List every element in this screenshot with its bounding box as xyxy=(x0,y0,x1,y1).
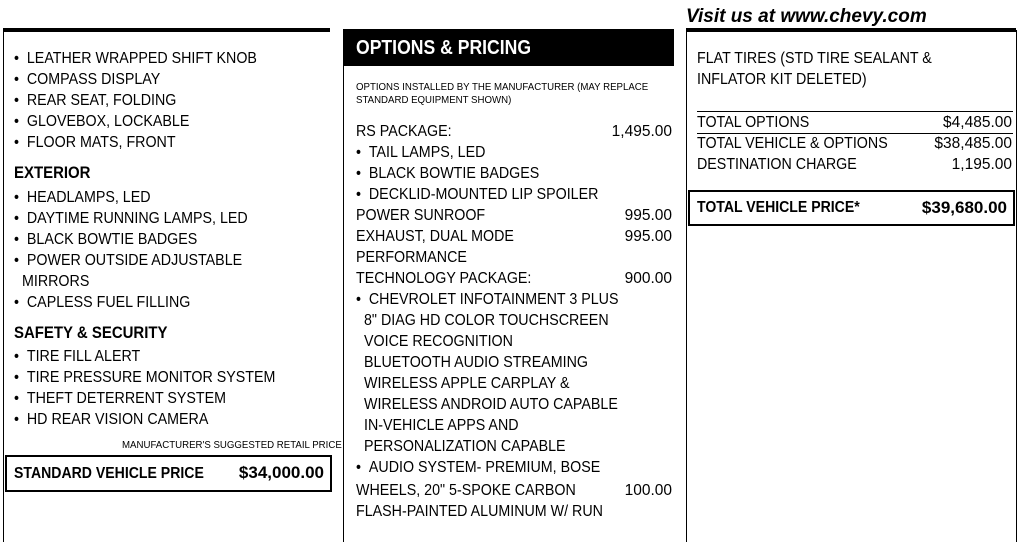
divider-4 xyxy=(1016,30,1017,542)
list-item-continuation: MIRRORS xyxy=(22,273,90,290)
standard-price-value: $34,000.00 xyxy=(238,463,324,482)
rs-package-price: 1,495.00 xyxy=(611,123,672,140)
list-item: • TIRE FILL ALERT xyxy=(14,346,140,367)
list-sub-item: 8" DIAG HD COLOR TOUCHSCREEN xyxy=(364,312,609,329)
flat-tires-line-1: FLAT TIRES (STD TIRE SEALANT & xyxy=(697,50,932,67)
list-sub-item: IN-VEHICLE APPS AND xyxy=(364,417,519,434)
msrp-caption: MANUFACTURER'S SUGGESTED RETAIL PRICE xyxy=(122,439,342,451)
list-item: • HEADLAMPS, LED xyxy=(14,187,151,208)
right-top-rule xyxy=(686,28,1016,32)
wheels-label-line-2: FLASH-PAINTED ALUMINUM W/ RUN xyxy=(356,503,603,520)
list-sub-item: BLUETOOTH AUDIO STREAMING xyxy=(364,354,588,371)
flat-tires-line-2: INFLATOR KIT DELETED) xyxy=(697,71,867,88)
list-item: • GLOVEBOX, LOCKABLE xyxy=(14,111,189,132)
standard-price-label: STANDARD VEHICLE PRICE xyxy=(14,465,204,482)
destination-charge-value: 1,195.00 xyxy=(951,156,1012,173)
exhaust-label: EXHAUST, DUAL MODE xyxy=(356,228,514,245)
list-sub-item: WIRELESS APPLE CARPLAY & xyxy=(364,375,570,392)
destination-charge-label: DESTINATION CHARGE xyxy=(697,156,857,173)
total-options-value: $4,485.00 xyxy=(943,114,1012,131)
list-sub-item: PERSONALIZATION CAPABLE xyxy=(364,438,566,455)
technology-package-label: TECHNOLOGY PACKAGE: xyxy=(356,270,532,287)
options-header xyxy=(343,29,674,66)
rs-package-label: RS PACKAGE: xyxy=(356,123,452,140)
wheels-price: 100.00 xyxy=(624,482,672,499)
divider-3 xyxy=(686,30,687,542)
options-note-line-1: OPTIONS INSTALLED BY THE MANUFACTURER (MAY REPLACE xyxy=(356,81,649,93)
list-sub-item: VOICE RECOGNITION xyxy=(364,333,513,350)
list-item: • DECKLID-MOUNTED LIP SPOILER xyxy=(356,184,598,205)
safety-heading: SAFETY & SECURITY xyxy=(14,323,168,342)
options-title: OPTIONS & PRICING xyxy=(356,37,532,59)
technology-package-price: 900.00 xyxy=(624,270,672,287)
list-item: • THEFT DETERRENT SYSTEM xyxy=(14,388,226,409)
exhaust-label-line-2: PERFORMANCE xyxy=(356,249,467,266)
list-item: • BLACK BOWTIE BADGES xyxy=(356,163,539,184)
list-item: • CAPLESS FUEL FILLING xyxy=(14,292,190,313)
list-item: • TAIL LAMPS, LED xyxy=(356,142,485,163)
list-item: • COMPASS DISPLAY xyxy=(14,69,160,90)
total-price-label: TOTAL VEHICLE PRICE* xyxy=(697,199,860,216)
list-item: • FLOOR MATS, FRONT xyxy=(14,132,176,153)
divider-2 xyxy=(343,30,344,542)
sunroof-label: POWER SUNROOF xyxy=(356,207,486,224)
divider-1 xyxy=(3,30,4,542)
exhaust-price: 995.00 xyxy=(624,228,672,245)
total-vehicle-label: TOTAL VEHICLE & OPTIONS xyxy=(697,135,888,152)
visit-url[interactable]: Visit us at www.chevy.com xyxy=(686,6,927,27)
list-item: • POWER OUTSIDE ADJUSTABLE xyxy=(14,250,242,271)
total-options-label: TOTAL OPTIONS xyxy=(697,114,810,131)
list-item: • HD REAR VISION CAMERA xyxy=(14,409,208,430)
total-price-value: $39,680.00 xyxy=(921,198,1007,217)
total-vehicle-value: $38,485.00 xyxy=(934,135,1012,152)
wheels-label: WHEELS, 20" 5-SPOKE CARBON xyxy=(356,482,576,499)
sunroof-price: 995.00 xyxy=(624,207,672,224)
list-item: • DAYTIME RUNNING LAMPS, LED xyxy=(14,208,248,229)
list-item: • REAR SEAT, FOLDING xyxy=(14,90,176,111)
list-item: • CHEVROLET INFOTAINMENT 3 PLUS xyxy=(356,289,618,310)
list-item: • TIRE PRESSURE MONITOR SYSTEM xyxy=(14,367,275,388)
options-note-line-2: STANDARD EQUIPMENT SHOWN) xyxy=(356,94,512,106)
list-sub-item: WIRELESS ANDROID AUTO CAPABLE xyxy=(364,396,618,413)
list-item: • AUDIO SYSTEM- PREMIUM, BOSE xyxy=(356,457,600,478)
exterior-heading: EXTERIOR xyxy=(14,163,91,182)
left-top-rule xyxy=(3,28,330,32)
list-item: • LEATHER WRAPPED SHIFT KNOB xyxy=(14,48,257,69)
list-item: • BLACK BOWTIE BADGES xyxy=(14,229,197,250)
